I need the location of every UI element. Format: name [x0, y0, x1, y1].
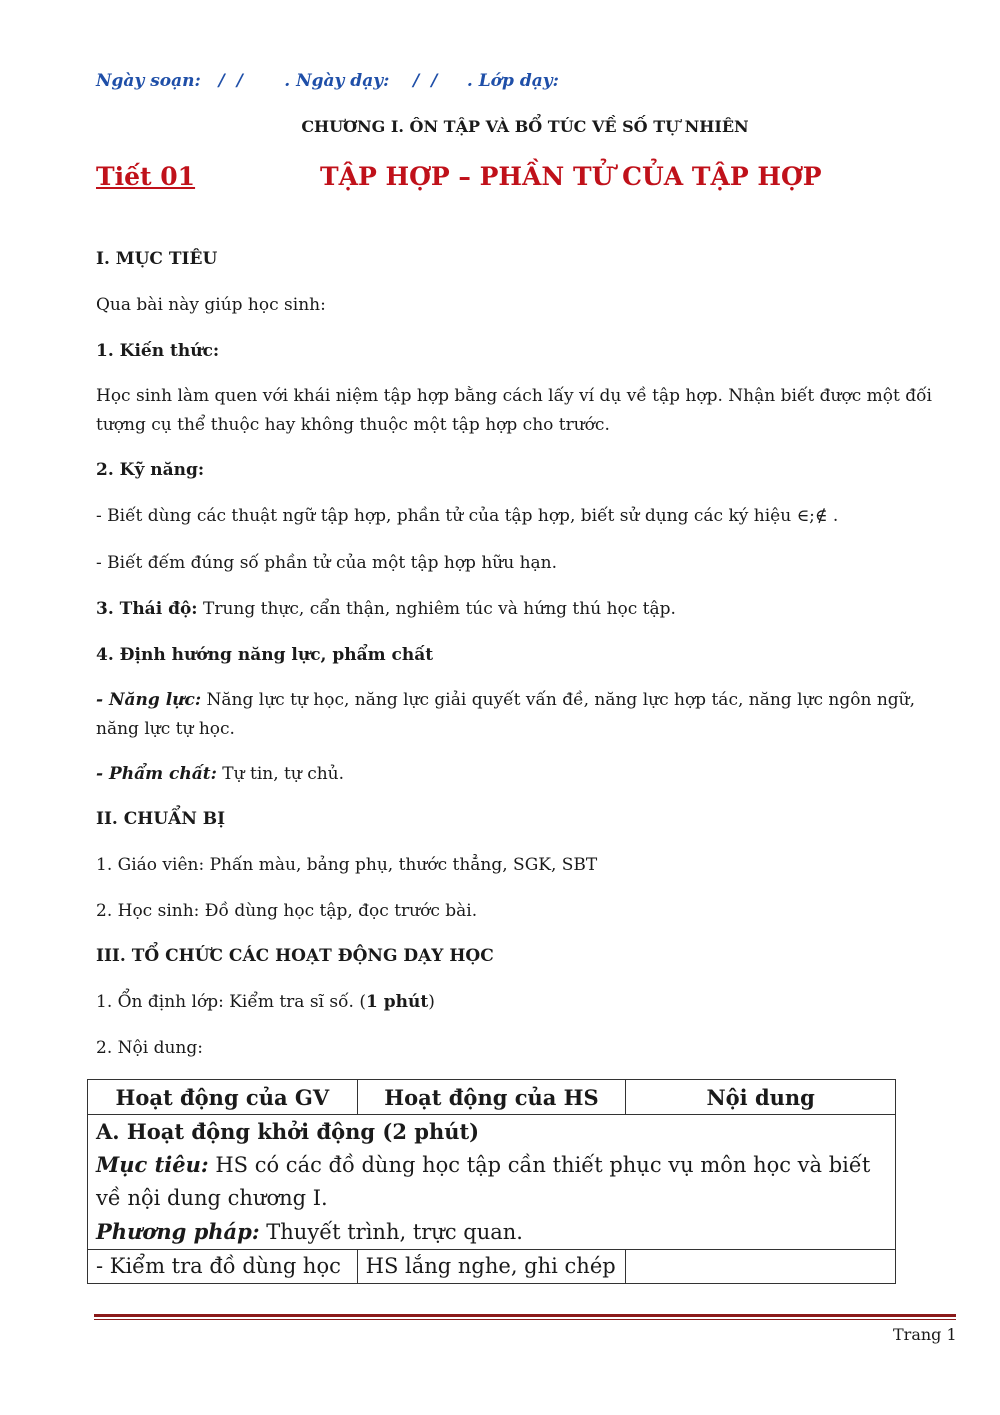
warmup-method-text: Thuyết trình, trực quan. — [259, 1220, 523, 1244]
quality-paragraph — [96, 760, 956, 789]
column-header-content: Nội dung — [626, 1080, 896, 1115]
warmup-goal-text: HS có các đồ dùng học tập cần thiết phục vụ môn học và biết về nội dung chương I. — [96, 1153, 871, 1210]
lesson-meta-line: Ngày soạn: / / . Ngày dạy: / / . Lớp dạy: — [96, 71, 559, 91]
warmup-goal — [96, 1148, 887, 1215]
lesson-title: TẬP HỢP – PHẦN TỬ CỦA TẬP HỢP — [320, 162, 822, 191]
column-header-teacher: Hoạt động của GV — [88, 1080, 358, 1115]
column-header-student: Hoạt động của HS — [357, 1080, 626, 1115]
footer-divider — [94, 1314, 956, 1317]
section-preparation-heading: II. CHUẨN BỊ — [96, 809, 226, 829]
footer-divider-thin — [94, 1319, 956, 1320]
class-organization — [96, 988, 956, 1017]
teacher-preparation: 1. Giáo viên: Phấn màu, bảng phụ, thước thẳng, SGK, SBT — [96, 855, 598, 875]
content-label: 2. Nội dung: — [96, 1038, 203, 1058]
skills-heading: 2. Kỹ năng: — [96, 460, 205, 480]
quality-text: Tự tin, tự chủ. — [216, 764, 345, 784]
warmup-goal-label: Mục tiêu: — [96, 1152, 209, 1177]
attitude-text: Trung thực, cẩn thận, nghiêm túc và hứng thú học tập. — [197, 599, 676, 619]
orientation-heading: 4. Định hướng năng lực, phẩm chất — [96, 645, 434, 665]
table-header-row — [88, 1080, 896, 1115]
attitude-label: 3. Thái độ: — [96, 599, 198, 619]
quality-label: - Phẩm chất: — [96, 764, 217, 784]
knowledge-text: Học sinh làm quen với khái niệm tập hợp bằng cách lấy ví dụ về tập hợp. Nhận biết được một đối tượng cụ thể thuộc hay không thuộc một tập hợp cho trước. — [96, 386, 932, 435]
competence-label: - Năng lực: — [96, 690, 202, 710]
skills-text-2: - Biết đếm đúng số phần tử của một tập hợp hữu hạn. — [96, 553, 558, 573]
attitude-paragraph — [96, 595, 956, 624]
student-preparation: 2. Học sinh: Đồ dùng học tập, đọc trước bài. — [96, 901, 478, 921]
section-activities-heading: III. TỔ CHỨC CÁC HOẠT ĐỘNG DẠY HỌC — [96, 946, 494, 966]
class-organization-close: ) — [428, 992, 435, 1012]
table-row — [88, 1250, 896, 1284]
competence-text: Năng lực tự học, năng lực giải quyết vấn đề, năng lực hợp tác, năng lực ngôn ngữ, năng lực tự học. — [96, 690, 915, 739]
intro-text: Qua bài này giúp học sinh: — [96, 295, 326, 315]
activities-table — [87, 1079, 896, 1284]
student-activity-cell: HS lắng nghe, ghi chép — [357, 1250, 626, 1284]
warmup-section-cell — [88, 1115, 896, 1250]
knowledge-heading: 1. Kiến thức: — [96, 341, 220, 361]
warmup-method-label: Phương pháp: — [96, 1219, 260, 1244]
page-number: Trang 1 — [893, 1325, 957, 1344]
class-organization-duration: 1 phút — [365, 992, 429, 1012]
competence-paragraph — [96, 686, 956, 744]
lesson-number: Tiết 01 — [96, 162, 196, 191]
table-section-row — [88, 1115, 896, 1250]
section-objectives-heading: I. MỤC TIÊU — [96, 249, 218, 269]
teacher-activity-cell: - Kiểm tra đồ dùng học — [88, 1250, 358, 1284]
content-cell — [626, 1250, 896, 1284]
class-organization-text: 1. Ổn định lớp: Kiểm tra sĩ số. ( — [96, 992, 366, 1012]
chapter-heading: CHƯƠNG I. ÔN TẬP VÀ BỔ TÚC VỀ SỐ TỰ NHIÊN — [301, 117, 749, 136]
skills-text-1: - Biết dùng các thuật ngữ tập hợp, phần tử của tập hợp, biết sử dụng các ký hiệu ∈;∉ . — [96, 506, 839, 526]
warmup-section-title: A. Hoạt động khởi động (2 phút) — [96, 1119, 480, 1144]
warmup-method — [96, 1215, 887, 1249]
